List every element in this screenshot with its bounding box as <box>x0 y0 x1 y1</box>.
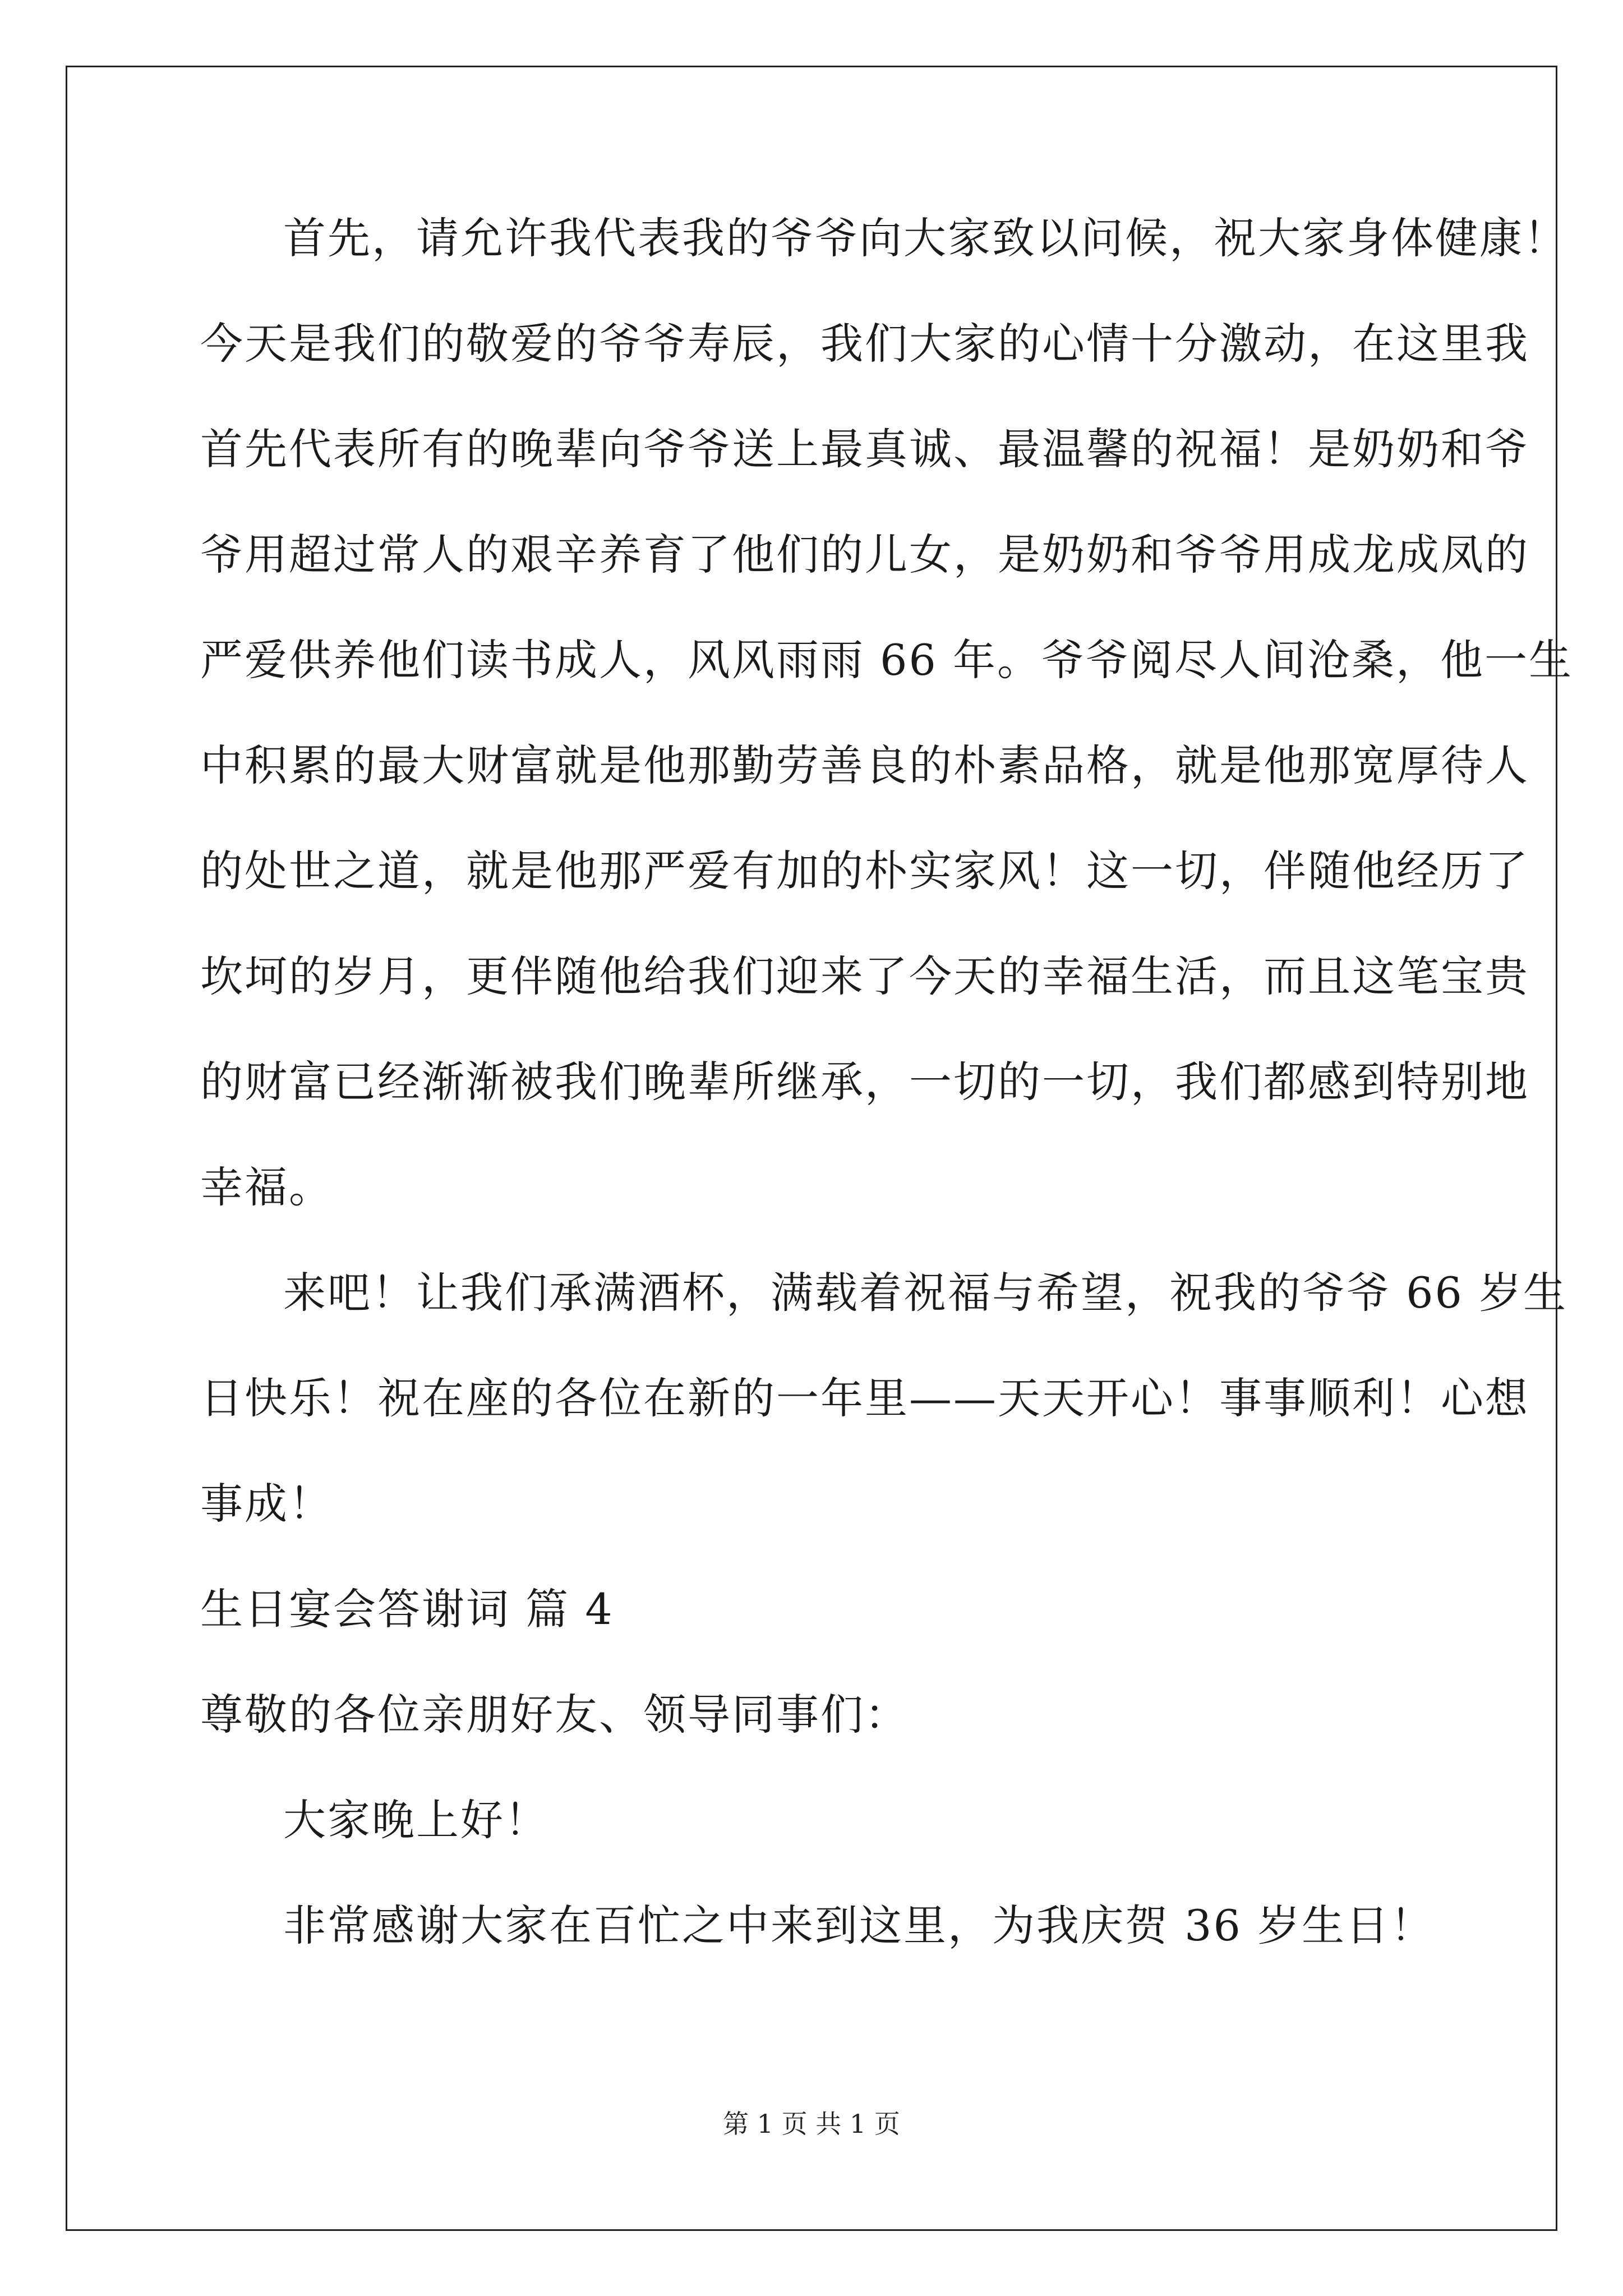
paragraph-line: 的财富已经渐渐被我们晚辈所继承，一切的一切，我们都感到特别地 <box>200 1057 1529 1107</box>
paragraph-line: 幸福。 <box>200 1162 333 1212</box>
page-footer: 第 1 页 共 1 页 <box>723 2109 900 2139</box>
paragraph-line: 坎坷的岁月，更伴随他给我们迎来了今天的幸福生活，而且这笔宝贵 <box>200 951 1529 1001</box>
paragraph-line: 首先，请允许我代表我的爷爷向大家致以问候，祝大家身体健康！ <box>283 213 1568 263</box>
paragraph-line: 中积累的最大财富就是他那勤劳善良的朴素品格，就是他那宽厚待人 <box>200 740 1529 790</box>
paragraph-line: 今天是我们的敬爱的爷爷寿辰，我们大家的心情十分激动，在这里我 <box>200 319 1529 369</box>
paragraph-line: 非常感谢大家在百忙之中来到这里，为我庆贺 36 岁生日！ <box>283 1901 1435 1950</box>
salutation: 尊敬的各位亲朋好友、领导同事们： <box>200 1690 909 1740</box>
paragraph-line: 的处世之道，就是他那严爱有加的朴实家风！这一切，伴随他经历了 <box>200 846 1529 896</box>
section-heading: 生日宴会答谢词 篇 4 <box>200 1584 614 1634</box>
paragraph-line: 事成！ <box>200 1479 333 1529</box>
paragraph-line: 严爱供养他们读书成人，风风雨雨 66 年。爷爷阅尽人间沧桑，他一生 <box>200 635 1574 685</box>
paragraph-line: 爷用超过常人的艰辛养育了他们的儿女，是奶奶和爷爷用成龙成凤的 <box>200 530 1529 579</box>
paragraph-line: 日快乐！祝在座的各位在新的一年里——天天开心！事事顺利！心想 <box>200 1373 1529 1423</box>
greeting: 大家晚上好！ <box>283 1795 549 1845</box>
paragraph-line: 首先代表所有的晚辈向爷爷送上最真诚、最温馨的祝福！是奶奶和爷 <box>200 424 1529 474</box>
paragraph-line: 来吧！让我们承满酒杯，满载着祝福与希望，祝我的爷爷 66 岁生 <box>283 1268 1568 1318</box>
